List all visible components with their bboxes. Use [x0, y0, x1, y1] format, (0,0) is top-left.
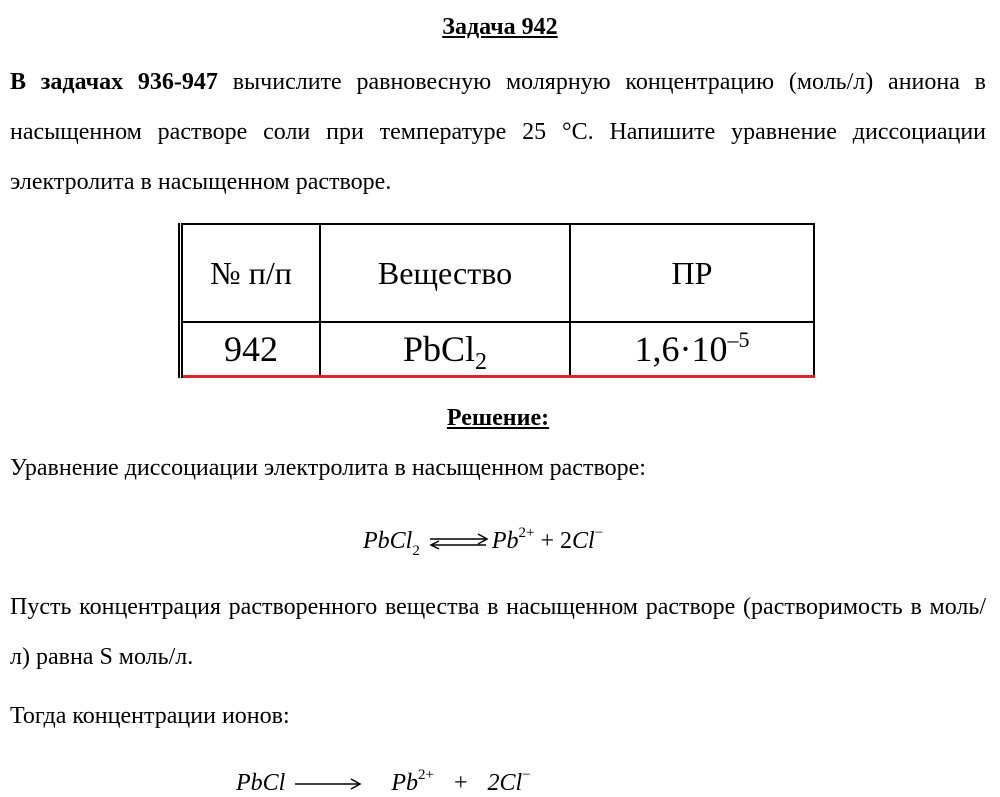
ion-equation: [236, 767, 531, 797]
eq1-left-sub: 2: [412, 543, 420, 559]
cell-number: 942: [181, 322, 321, 377]
forward-arrow-icon: [293, 772, 363, 796]
eq1-right1-sup: 2+: [518, 525, 535, 541]
eq1-plus: + 2: [540, 528, 573, 554]
eq1-right2: Cl: [572, 528, 595, 554]
table-row: [181, 322, 815, 377]
solubility-paragraph: Пусть концентрация растворенного вещества в насыщенном растворе (растворимость в моль/л) равна S моль/л.: [10, 594, 986, 670]
task-text: вычислите равновесную молярную концентрацию (моль/л) аниона в насыщенном растворе соли при температуре 25 °С. Напишите уравнение диссоциации электролита в насыщенном растворе.: [10, 69, 986, 195]
task-range: В задачах 936-947: [10, 69, 218, 95]
dissociation-equation: [363, 525, 603, 560]
substance-subscript: 2: [475, 349, 488, 375]
header-pr: ПР: [570, 224, 814, 322]
ion-concentration-label: Тогда концентрации ионов:: [10, 703, 290, 729]
eq2-right1: Pb: [391, 770, 419, 796]
pr-exponent: –5: [727, 327, 750, 352]
eq1-right1: Pb: [491, 528, 519, 554]
eq2-left: PbCl: [236, 770, 286, 796]
task-statement: [10, 57, 986, 207]
cell-pr: [570, 322, 814, 377]
eq1-left: PbCl: [363, 528, 413, 554]
eq2-plus: +: [453, 770, 468, 796]
eq1-right2-sup: −: [594, 525, 604, 541]
eq2-right2-sup: −: [522, 767, 531, 783]
header-number: № п/п: [181, 224, 321, 322]
solution-heading: Решение:: [446, 405, 550, 431]
eq2-right2: 2Cl: [487, 770, 523, 796]
eq2-right1-sup: 2+: [418, 767, 434, 783]
pr-mantissa: 1,6·10: [634, 329, 728, 369]
task-title: Задача 942: [442, 14, 558, 40]
dissociation-label: Уравнение диссоциации электролита в насыщенном растворе:: [10, 455, 646, 481]
table-header-row: [181, 224, 815, 322]
cell-substance: [320, 322, 570, 377]
header-substance: Вещество: [320, 224, 570, 322]
equilibrium-arrows-icon: [428, 530, 490, 554]
substance-formula: PbCl: [402, 329, 476, 369]
data-table: [178, 223, 815, 378]
